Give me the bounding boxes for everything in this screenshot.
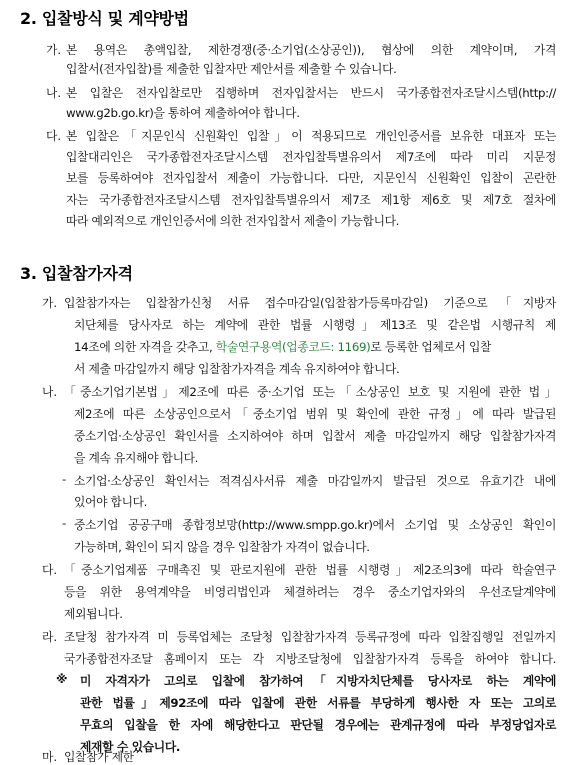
text-line: 입찰대리인은 국가종합전자조달시스템 전자입찰특별유의서 제7조에 따라 미리 지문정 (66, 150, 556, 164)
text-line: 치단체를 당사자로 하는 계약에 관한 법률 시행령」제13조 및 같은법 시행규칙 제 (74, 318, 556, 332)
text-line: 「중소기업기본법」제2조에 따른 중·소기업 또는「소상공인 보호 및 지원에 관한 법」 (64, 385, 556, 399)
text-line: 있어야 합니다. (74, 495, 148, 509)
text-line: 제2조에 따른 소상공인으로서「중소기업 범위 및 확인에 관한 규정」에 따라 발급된 (74, 407, 556, 421)
text-line: 입찰참가 제한 (64, 750, 134, 764)
item-marker: 마. (42, 750, 58, 764)
text-line: 소기업·소상공인 확인서는 적격심사서류 제출 마감일까지 발급된 것으로 유효기간 내에 (74, 474, 556, 488)
item-marker: 나. (42, 385, 58, 399)
text-segment: 14조에 의한 자격을 갖추고, (74, 340, 216, 354)
text-line: 본 입찰은 전자입찰로만 집행하며 전자입찰서는 반드시 국가종합전자조달시스템(http:// (66, 86, 556, 100)
text-line: 가능하며, 확인이 되지 않을 경우 입찰참가 자격이 없습니다. (74, 540, 370, 554)
text-line: 중소기업 공공구매 종합정보망(http://www.smpp.go.kr)에서 소기업 및 소상공인 확인이 (74, 518, 556, 532)
item-marker: 다. (42, 563, 58, 577)
text-line: 입찰서(전자입찰)를 제출한 입찰자만 제안서를 제출할 수 있습니다. (66, 62, 397, 76)
text-line: 중소기업·소상공인 확인서를 소지하여야 하며 입찰서 제출 마감일까지 해당 입찰참가자격 (74, 429, 556, 443)
text-line: www.g2b.go.kr)을 통하여 제출하여야 합니다. (66, 106, 300, 120)
text-line-with-link (74, 338, 491, 355)
text-line: 따라 예외적으로 개인인증서에 의한 전자입찰서 제출이 가능합니다. (66, 214, 400, 228)
item-marker: 라. (42, 630, 58, 644)
note-line: 제재할 수 있습니다. (80, 740, 181, 754)
note-line: 미 자격자가 고의로 입찰에 참가하여「지방자치단체를 당사자로 하는 계약에 (80, 674, 556, 688)
note-line: 무효의 입찰을 한 자에 해당한다고 판단될 경우에는 관계규정에 따라 부정당업자로 (80, 718, 556, 732)
note-marker: ※ (56, 672, 68, 686)
text-line: 보를 등록하여야 전자입찰서 제출이 가능합니다. 다만, 지문인식 신원확인 입찰이 곤란한 (66, 171, 556, 185)
text-segment: 로 등록한 업체로서 입찰 (370, 340, 492, 354)
text-line: 을 계속 유지해야 합니다. (74, 451, 199, 465)
text-line: 제외됩니다. (64, 607, 123, 621)
item-marker: 가. (42, 296, 58, 310)
sub-item-marker: - (62, 516, 67, 530)
text-line: 서 제출 마감일까지 해당 입찰참가자격을 계속 유지하여야 합니다. (74, 362, 400, 376)
text-line: 본 용역은 총액입찰, 제한경쟁(중·소기업(소상공인)), 협상에 의한 계약이며, 가격 (66, 43, 556, 57)
item-marker: 다. (46, 129, 62, 143)
section-2-title: 2. 입찰방식 및 계약방법 (20, 9, 189, 28)
text-line: 「중소기업제품 구매촉진 및 판로지원에 관한 법률 시행령」제2조의3에 따라 학술연구 (64, 563, 556, 577)
item-marker: 나. (46, 86, 62, 100)
text-line: 국가종합전자조달 홈페이지 또는 각 지방조달청에 입찰참가자격 등록을 하여야 합니다. (64, 652, 556, 666)
industry-code-highlight: 학술연구용역(업종코드: 1169) (215, 340, 371, 354)
section-3-title: 3. 입찰참가자격 (20, 264, 133, 283)
text-line: 자는 국가종합전자조달시스템 전자입찰특별유의서 제7조 제1항 제6호 및 제7호 절차에 (66, 193, 556, 207)
text-line: 입찰참가자는 입찰참가신청 서류 접수마감일(입찰참가등록마감일) 기준으로「지방자 (64, 296, 556, 310)
note-line: 관한 법률」제92조에 따라 입찰에 관한 서류를 부당하게 행사한 자 또는 고의로 (80, 696, 556, 710)
text-line: 등을 위한 용역계약을 비영리법인과 체결하려는 경우 중소기업자와의 우선조달계약에 (64, 585, 556, 599)
text-line: 본 입찰은「지문인식 신원확인 입찰」이 적용되므로 개인인증서를 보유한 대표자 또는 (66, 129, 556, 143)
sub-item-marker: - (62, 472, 67, 486)
text-line: 조달청 참가자격 미 등록업체는 조달청 입찰참가자격 등록규정에 따라 입찰집행일 전일까지 (64, 630, 556, 644)
item-marker: 가. (46, 43, 62, 57)
